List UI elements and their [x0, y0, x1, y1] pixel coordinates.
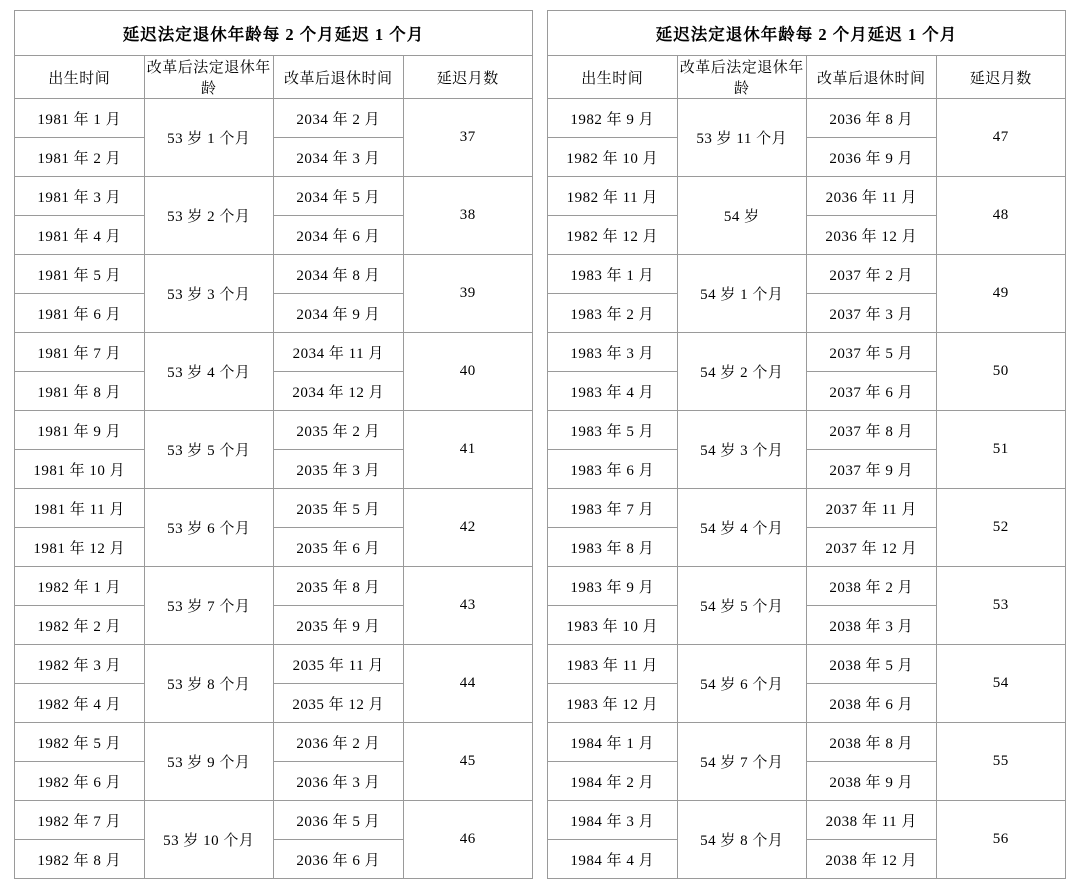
- cell-birth-date: 1982 年 5 月: [15, 723, 145, 762]
- cell-retirement-time: 2036 年 11 月: [807, 177, 937, 216]
- table-header-row: [15, 56, 533, 99]
- cell-retirement-time: 2038 年 3 月: [807, 606, 937, 645]
- cell-retirement-time: 2036 年 5 月: [274, 801, 404, 840]
- cell-retirement-time: 2034 年 6 月: [274, 216, 404, 255]
- cell-retirement-time: 2035 年 6 月: [274, 528, 404, 567]
- cell-retirement-time: 2035 年 9 月: [274, 606, 404, 645]
- cell-birth-date: 1984 年 3 月: [548, 801, 678, 840]
- column-header-retirement-time: 改革后退休时间: [274, 56, 404, 99]
- cell-delay-months: 51: [936, 411, 1066, 489]
- cell-birth-date: 1981 年 3 月: [15, 177, 145, 216]
- table-row: [15, 489, 533, 528]
- table-title: 延迟法定退休年龄每 2 个月延迟 1 个月: [15, 11, 533, 56]
- cell-birth-date: 1982 年 4 月: [15, 684, 145, 723]
- cell-delay-months: 40: [403, 333, 533, 411]
- cell-retirement-age: 53 岁 4 个月: [144, 333, 274, 411]
- cell-birth-date: 1982 年 6 月: [15, 762, 145, 801]
- cell-retirement-age: 54 岁 8 个月: [677, 801, 807, 879]
- retirement-table-left: [14, 10, 533, 879]
- cell-delay-months: 45: [403, 723, 533, 801]
- cell-retirement-age: 53 岁 11 个月: [677, 99, 807, 177]
- cell-retirement-time: 2036 年 12 月: [807, 216, 937, 255]
- cell-birth-date: 1981 年 7 月: [15, 333, 145, 372]
- cell-retirement-time: 2036 年 8 月: [807, 99, 937, 138]
- cell-birth-date: 1983 年 2 月: [548, 294, 678, 333]
- column-header-delay-months: 延迟月数: [403, 56, 533, 99]
- table-row: [548, 255, 1066, 294]
- cell-retirement-time: 2037 年 12 月: [807, 528, 937, 567]
- table-title-row: [15, 11, 533, 56]
- cell-retirement-age: 54 岁 7 个月: [677, 723, 807, 801]
- cell-birth-date: 1983 年 8 月: [548, 528, 678, 567]
- cell-delay-months: 44: [403, 645, 533, 723]
- cell-retirement-time: 2035 年 5 月: [274, 489, 404, 528]
- table-row: [548, 333, 1066, 372]
- cell-retirement-time: 2034 年 9 月: [274, 294, 404, 333]
- cell-birth-date: 1982 年 12 月: [548, 216, 678, 255]
- cell-retirement-age: 53 岁 5 个月: [144, 411, 274, 489]
- cell-retirement-time: 2037 年 2 月: [807, 255, 937, 294]
- cell-birth-date: 1983 年 5 月: [548, 411, 678, 450]
- table-row: [548, 567, 1066, 606]
- cell-retirement-time: 2037 年 11 月: [807, 489, 937, 528]
- cell-delay-months: 37: [403, 99, 533, 177]
- cell-birth-date: 1983 年 10 月: [548, 606, 678, 645]
- column-header-retirement-age: 改革后法定退休年龄: [144, 56, 274, 99]
- cell-retirement-time: 2037 年 6 月: [807, 372, 937, 411]
- cell-retirement-time: 2036 年 3 月: [274, 762, 404, 801]
- cell-delay-months: 48: [936, 177, 1066, 255]
- table-row: [15, 177, 533, 216]
- cell-birth-date: 1981 年 12 月: [15, 528, 145, 567]
- cell-retirement-age: 54 岁: [677, 177, 807, 255]
- cell-delay-months: 43: [403, 567, 533, 645]
- table-title-row: [548, 11, 1066, 56]
- cell-delay-months: 42: [403, 489, 533, 567]
- cell-retirement-time: 2036 年 6 月: [274, 840, 404, 879]
- cell-retirement-age: 53 岁 8 个月: [144, 645, 274, 723]
- retirement-table-left-wrapper: [14, 10, 540, 869]
- cell-retirement-time: 2035 年 2 月: [274, 411, 404, 450]
- table-row: [548, 801, 1066, 840]
- cell-birth-date: 1982 年 8 月: [15, 840, 145, 879]
- cell-delay-months: 46: [403, 801, 533, 879]
- table-row: [15, 801, 533, 840]
- cell-birth-date: 1981 年 5 月: [15, 255, 145, 294]
- column-header-retirement-time: 改革后退休时间: [807, 56, 937, 99]
- cell-retirement-time: 2037 年 3 月: [807, 294, 937, 333]
- cell-retirement-time: 2038 年 6 月: [807, 684, 937, 723]
- cell-birth-date: 1983 年 11 月: [548, 645, 678, 684]
- table-row: [15, 567, 533, 606]
- cell-retirement-time: 2034 年 3 月: [274, 138, 404, 177]
- cell-delay-months: 52: [936, 489, 1066, 567]
- column-header-birth: 出生时间: [548, 56, 678, 99]
- cell-retirement-age: 54 岁 3 个月: [677, 411, 807, 489]
- cell-retirement-time: 2035 年 12 月: [274, 684, 404, 723]
- cell-delay-months: 54: [936, 645, 1066, 723]
- cell-birth-date: 1982 年 2 月: [15, 606, 145, 645]
- cell-retirement-time: 2038 年 8 月: [807, 723, 937, 762]
- table-body: [548, 11, 1066, 879]
- retirement-table-right: [547, 10, 1066, 879]
- cell-retirement-age: 54 岁 4 个月: [677, 489, 807, 567]
- cell-retirement-time: 2035 年 3 月: [274, 450, 404, 489]
- cell-birth-date: 1982 年 3 月: [15, 645, 145, 684]
- cell-retirement-age: 53 岁 10 个月: [144, 801, 274, 879]
- cell-birth-date: 1981 年 1 月: [15, 99, 145, 138]
- cell-birth-date: 1983 年 12 月: [548, 684, 678, 723]
- cell-birth-date: 1982 年 1 月: [15, 567, 145, 606]
- table-header-row: [548, 56, 1066, 99]
- cell-birth-date: 1981 年 8 月: [15, 372, 145, 411]
- table-row: [548, 645, 1066, 684]
- table-row: [15, 255, 533, 294]
- cell-delay-months: 49: [936, 255, 1066, 333]
- cell-retirement-time: 2034 年 2 月: [274, 99, 404, 138]
- cell-retirement-time: 2038 年 9 月: [807, 762, 937, 801]
- cell-birth-date: 1981 年 2 月: [15, 138, 145, 177]
- cell-birth-date: 1981 年 10 月: [15, 450, 145, 489]
- cell-retirement-time: 2034 年 5 月: [274, 177, 404, 216]
- table-title: 延迟法定退休年龄每 2 个月延迟 1 个月: [548, 11, 1066, 56]
- cell-retirement-age: 54 岁 1 个月: [677, 255, 807, 333]
- cell-delay-months: 47: [936, 99, 1066, 177]
- cell-birth-date: 1981 年 6 月: [15, 294, 145, 333]
- cell-delay-months: 50: [936, 333, 1066, 411]
- cell-retirement-time: 2034 年 11 月: [274, 333, 404, 372]
- cell-retirement-time: 2034 年 8 月: [274, 255, 404, 294]
- cell-retirement-time: 2036 年 9 月: [807, 138, 937, 177]
- cell-delay-months: 53: [936, 567, 1066, 645]
- cell-birth-date: 1984 年 2 月: [548, 762, 678, 801]
- table-row: [548, 411, 1066, 450]
- table-row: [15, 333, 533, 372]
- cell-retirement-age: 53 岁 9 个月: [144, 723, 274, 801]
- cell-retirement-time: 2037 年 5 月: [807, 333, 937, 372]
- cell-retirement-age: 53 岁 2 个月: [144, 177, 274, 255]
- cell-retirement-time: 2035 年 11 月: [274, 645, 404, 684]
- column-header-delay-months: 延迟月数: [936, 56, 1066, 99]
- cell-birth-date: 1984 年 4 月: [548, 840, 678, 879]
- cell-retirement-time: 2038 年 12 月: [807, 840, 937, 879]
- cell-birth-date: 1983 年 1 月: [548, 255, 678, 294]
- table-row: [548, 177, 1066, 216]
- cell-retirement-age: 54 岁 6 个月: [677, 645, 807, 723]
- cell-birth-date: 1983 年 4 月: [548, 372, 678, 411]
- cell-birth-date: 1982 年 7 月: [15, 801, 145, 840]
- column-header-retirement-age: 改革后法定退休年龄: [677, 56, 807, 99]
- cell-retirement-time: 2038 年 11 月: [807, 801, 937, 840]
- cell-birth-date: 1984 年 1 月: [548, 723, 678, 762]
- cell-retirement-time: 2034 年 12 月: [274, 372, 404, 411]
- cell-delay-months: 39: [403, 255, 533, 333]
- cell-retirement-age: 53 岁 6 个月: [144, 489, 274, 567]
- cell-retirement-time: 2037 年 9 月: [807, 450, 937, 489]
- table-row: [15, 723, 533, 762]
- cell-retirement-time: 2036 年 2 月: [274, 723, 404, 762]
- cell-retirement-age: 54 岁 5 个月: [677, 567, 807, 645]
- cell-delay-months: 38: [403, 177, 533, 255]
- cell-retirement-time: 2035 年 8 月: [274, 567, 404, 606]
- cell-birth-date: 1982 年 11 月: [548, 177, 678, 216]
- table-row: [15, 411, 533, 450]
- table-row: [548, 723, 1066, 762]
- table-row: [548, 489, 1066, 528]
- cell-birth-date: 1982 年 9 月: [548, 99, 678, 138]
- cell-birth-date: 1983 年 6 月: [548, 450, 678, 489]
- cell-birth-date: 1983 年 9 月: [548, 567, 678, 606]
- cell-delay-months: 56: [936, 801, 1066, 879]
- table-row: [548, 99, 1066, 138]
- table-row: [15, 645, 533, 684]
- retirement-table-right-wrapper: [540, 10, 1066, 869]
- cell-delay-months: 41: [403, 411, 533, 489]
- cell-birth-date: 1983 年 3 月: [548, 333, 678, 372]
- cell-retirement-age: 53 岁 3 个月: [144, 255, 274, 333]
- cell-birth-date: 1981 年 9 月: [15, 411, 145, 450]
- cell-birth-date: 1981 年 11 月: [15, 489, 145, 528]
- cell-retirement-age: 53 岁 7 个月: [144, 567, 274, 645]
- column-header-birth: 出生时间: [15, 56, 145, 99]
- cell-delay-months: 55: [936, 723, 1066, 801]
- table-row: [15, 99, 533, 138]
- cell-retirement-age: 54 岁 2 个月: [677, 333, 807, 411]
- table-body: [15, 11, 533, 879]
- cell-birth-date: 1981 年 4 月: [15, 216, 145, 255]
- cell-retirement-age: 53 岁 1 个月: [144, 99, 274, 177]
- cell-retirement-time: 2038 年 2 月: [807, 567, 937, 606]
- cell-retirement-time: 2038 年 5 月: [807, 645, 937, 684]
- cell-birth-date: 1982 年 10 月: [548, 138, 678, 177]
- cell-birth-date: 1983 年 7 月: [548, 489, 678, 528]
- cell-retirement-time: 2037 年 8 月: [807, 411, 937, 450]
